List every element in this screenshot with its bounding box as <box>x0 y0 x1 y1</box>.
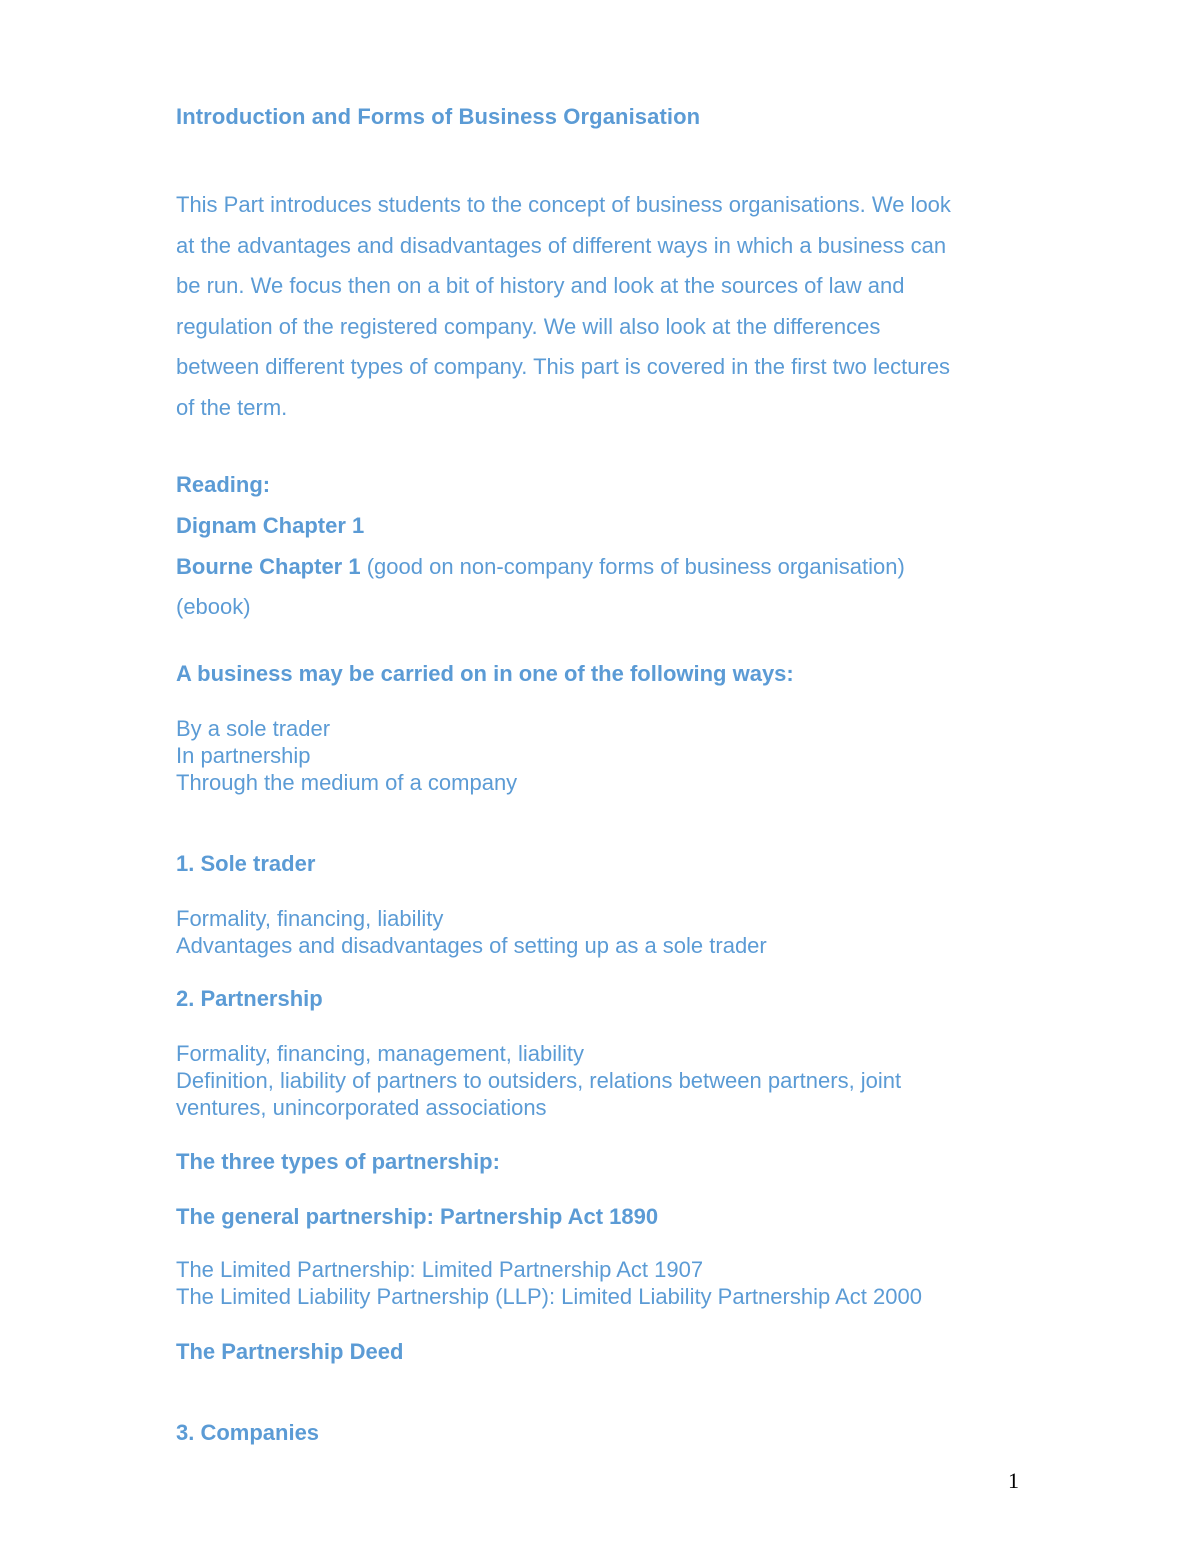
intro-line: of the term. <box>176 394 288 420</box>
ways-list <box>176 715 517 796</box>
partnership-deed-heading: The Partnership Deed <box>176 1339 404 1364</box>
sole-trader-list <box>176 905 767 959</box>
reading-bourne-note: (good on non-company forms of business organisation) <box>366 554 905 579</box>
intro-line: This Part introduces students to the concept of business organisations. We look <box>176 192 951 217</box>
list-item: The Limited Liability Partnership (LLP): Limited Liability Partnership Act 2000 <box>176 1284 922 1309</box>
partnership-types-list <box>176 1256 922 1310</box>
reading-ebook: (ebook) <box>176 594 251 619</box>
list-item: The Limited Partnership: Limited Partnership Act 1907 <box>176 1257 704 1282</box>
document-title: Introduction and Forms of Business Organisation <box>176 104 701 129</box>
intro-line: at the advantages and disadvantages of different ways in which a business can <box>176 232 947 258</box>
list-item: Formality, financing, management, liability <box>176 1041 584 1066</box>
partnership-heading: 2. Partnership <box>176 986 323 1011</box>
list-item: Advantages and disadvantages of setting up as a sole trader <box>176 933 767 958</box>
list-item: By a sole trader <box>176 716 331 741</box>
sole-trader-heading: 1. Sole trader <box>176 851 316 876</box>
partnership-types-heading: The three types of partnership: <box>176 1149 500 1174</box>
companies-heading: 3. Companies <box>176 1420 320 1445</box>
ways-heading: A business may be carried on in one of the following ways: <box>176 661 794 686</box>
general-partnership: The general partnership: Partnership Act 1890 <box>176 1204 659 1229</box>
list-item: ventures, unincorporated associations <box>176 1095 547 1120</box>
intro-paragraph <box>176 185 1016 429</box>
list-item: In partnership <box>176 743 311 768</box>
intro-line: between different types of company. This part is covered in the first two lectures <box>176 354 951 380</box>
list-item: Definition, liability of partners to outsiders, relations between partners, joint <box>176 1068 902 1093</box>
partnership-list <box>176 1040 901 1121</box>
reading-bourne-title: Bourne Chapter 1 <box>176 554 361 579</box>
list-item: Formality, financing, liability <box>176 906 444 931</box>
reading-dignam: Dignam Chapter 1 <box>176 513 365 538</box>
page-number: 1 <box>1008 1468 1019 1493</box>
intro-line: be run. We focus then on a bit of history and look at the sources of law and <box>176 273 905 299</box>
reading-bourne <box>176 554 905 580</box>
list-item: Through the medium of a company <box>176 770 518 795</box>
intro-line: regulation of the registered company. We will also look at the differences <box>176 313 881 339</box>
reading-heading: Reading: <box>176 472 271 497</box>
